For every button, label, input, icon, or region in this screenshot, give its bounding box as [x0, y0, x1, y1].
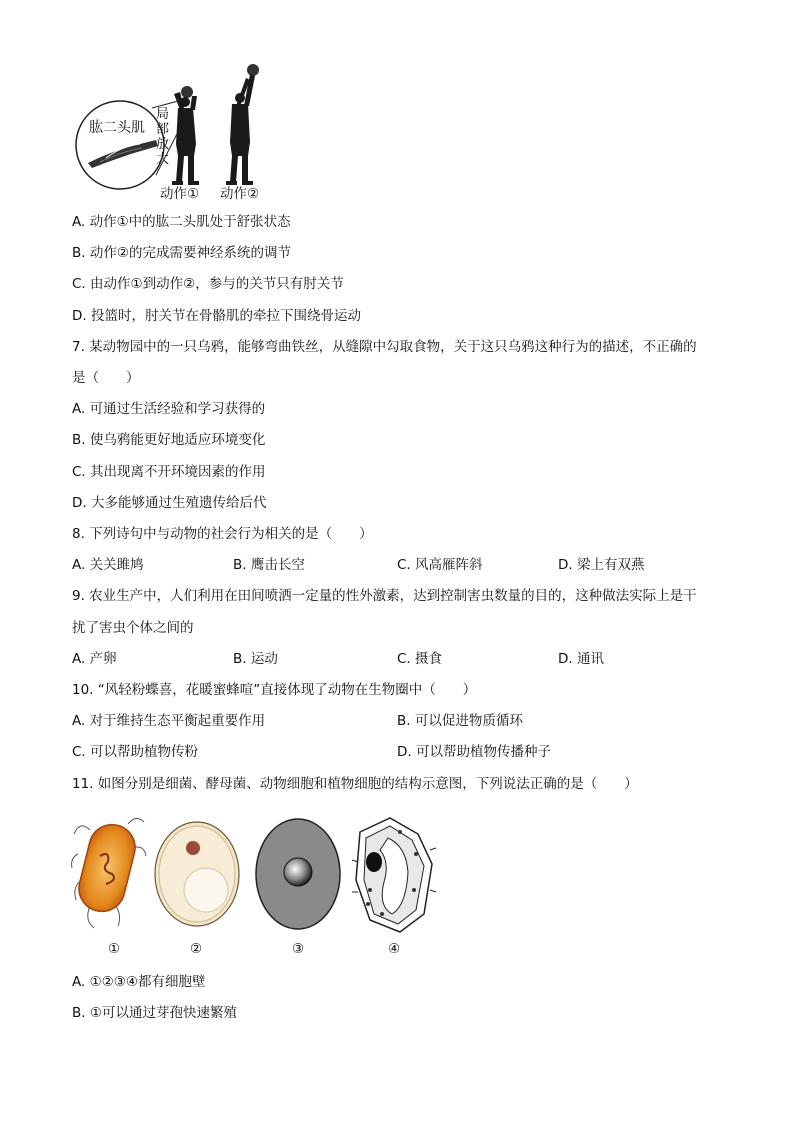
zoom-label-char: 大 [156, 152, 170, 167]
cell-illustrations [70, 810, 450, 940]
q7-option-d: D. 大多能够通过生殖遗传给后代 [72, 495, 267, 511]
action1-label: 动作① [160, 186, 200, 202]
q7-option-a: A. 可通过生活经验和学习获得的 [72, 401, 266, 417]
q11-option-a: A. ①②③④都有细胞壁 [72, 974, 206, 990]
q10-option-d: D. 可以帮助植物传播种子 [397, 744, 551, 760]
q9-option-a: A. 产卵 [72, 651, 117, 667]
zoom-label-char: 放 [156, 137, 170, 152]
q9-option-b: B. 运动 [233, 651, 278, 667]
q11-option-b: B. ①可以通过芽孢快速繁殖 [72, 1005, 237, 1021]
q7-option-b: B. 使乌鸦能更好地适应环境变化 [72, 432, 266, 448]
cell-label-1: ① [108, 941, 121, 957]
q8-stem: 8. 下列诗句中与动物的社会行为相关的是（ ） [72, 526, 373, 542]
q6-option-a: A. 动作①中的肱二头肌处于舒张状态 [72, 214, 291, 230]
q9-stem-line2: 扰了害虫个体之间的 [72, 620, 194, 636]
bacterium-cell [72, 818, 146, 928]
q11-stem: 11. 如图分别是细菌、酵母菌、动物细胞和植物细胞的结构示意图，下列说法正确的是（ ） [72, 776, 638, 792]
q9-option-c: C. 摄食 [397, 651, 443, 667]
zoom-label-char: 部 [156, 122, 170, 137]
q10-stem: 10. “风轻粉蝶喜，花暖蜜蜂喧”直接体现了动物在生物圈中（ ） [72, 682, 477, 698]
muscle-label: 肱二头肌 [89, 120, 145, 136]
q10-option-b: B. 可以促进物质循环 [397, 713, 523, 729]
cell-label-4: ④ [388, 941, 401, 957]
player-2 [226, 64, 259, 185]
action2-label: 动作② [220, 186, 260, 202]
q8-option-a: A. 关关雎鸠 [72, 557, 144, 573]
q9-option-d: D. 通讯 [558, 651, 604, 667]
q9-stem-line1: 9. 农业生产中，人们利用在田间喷洒一定量的性外激素，达到控制害虫数量的目的，这种做法实际上是干 [72, 588, 697, 604]
q8-option-b: B. 鹰击长空 [233, 557, 305, 573]
q8-option-c: C. 风高雁阵斜 [397, 557, 483, 573]
cell-figure [70, 810, 450, 940]
plant-cell [352, 818, 436, 932]
q7-stem-line2: 是（ ） [72, 370, 140, 386]
q6-option-d: D. 投篮时，肘关节在骨骼肌的牵拉下围绕骨运动 [72, 308, 361, 324]
q7-stem-line1: 7. 某动物园中的一只乌鸦，能够弯曲铁丝，从缝隙中勾取食物，关于这只乌鸦这种行为的描述，不正确的 [72, 339, 697, 355]
q10-option-c: C. 可以帮助植物传粉 [72, 744, 199, 760]
q6-option-b: B. 动作②的完成需要神经系统的调节 [72, 245, 291, 261]
q6-option-c: C. 由动作①到动作②，参与的关节只有肘关节 [72, 276, 344, 292]
zoom-label-char: 局 [156, 107, 170, 122]
cell-label-2: ② [190, 941, 203, 957]
zoom-label [156, 107, 172, 167]
q8-option-d: D. 梁上有双燕 [558, 557, 645, 573]
animal-cell [256, 819, 340, 929]
cell-label-3: ③ [292, 941, 305, 957]
q7-option-c: C. 其出现离不开环境因素的作用 [72, 464, 266, 480]
q10-option-a: A. 对于维持生态平衡起重要作用 [72, 713, 266, 729]
yeast-cell [155, 822, 239, 926]
